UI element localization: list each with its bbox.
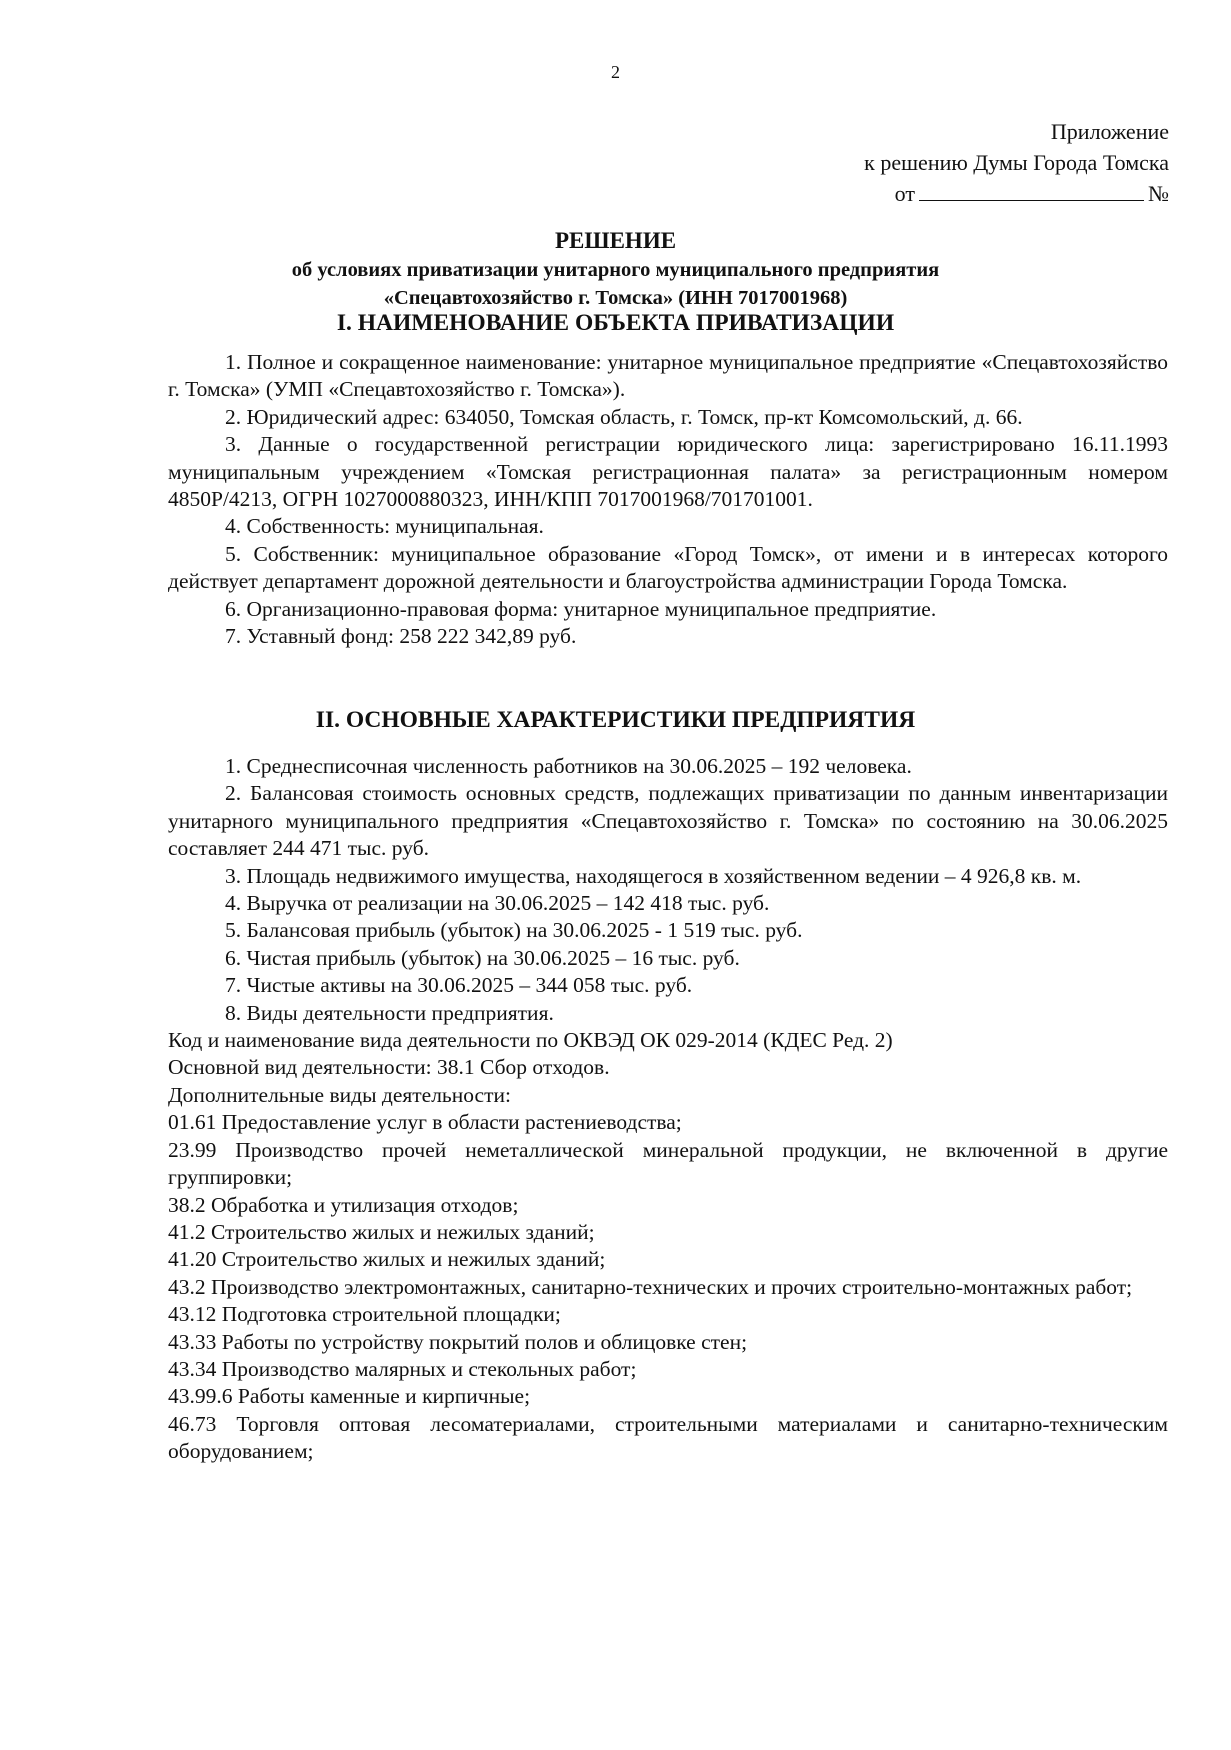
section-2-item: 3. Площадь недвижимого имущества, находящегося в хозяйственном ведении – 4 926,8 кв. м. — [225, 863, 1082, 888]
section-2-item: 6. Чистая прибыль (убыток) на 30.06.2025 – 16 тыс. руб. — [225, 945, 740, 970]
activity-item: 41.2 Строительство жилых и нежилых зданий; — [168, 1219, 595, 1244]
section-1-item: 1. Полное и сокращенное наименование: унитарное муниципальное предприятие «Спецавтохозяйство г. Томска» (УМП «Спецавтохозяйство г. Томска»). — [168, 350, 1168, 402]
appendix-date-number-line — [895, 178, 1169, 209]
section-1-item: 7. Уставный фонд: 258 222 342,89 руб. — [225, 624, 577, 649]
appendix-header — [864, 116, 1169, 209]
title-subtitle-1: об условиях приватизации унитарного муниципального предприятия — [291, 259, 940, 281]
section-2-item: 7. Чистые активы на 30.06.2025 – 344 058 тыс. руб. — [225, 973, 693, 998]
section-1-item: 3. Данные о государственной регистрации юридического лица: зарегистрировано 16.11.1993 муниципальным учреждением «Томская регистрационная палата» за регистрационным номером 4850Р/4213, ОГРН 1027000880323, ИНН/КПП 7017001968/701701001. — [168, 432, 1168, 512]
page-number: 2 — [611, 62, 620, 82]
section-2-item: 4. Выручка от реализации на 30.06.2025 – 142 418 тыс. руб. — [225, 891, 770, 916]
activity-item: 43.34 Производство малярных и стекольных работ; — [168, 1356, 637, 1381]
section-2-heading: II. ОСНОВНЫЕ ХАРАКТЕРИСТИКИ ПРЕДПРИЯТИЯ — [315, 707, 916, 733]
date-blank-field — [919, 180, 1144, 201]
section-1-item: 5. Собственник: муниципальное образование «Город Томск», от имени и в интересах которого действует департамент дорожной деятельности и благоустройства администрации Города Томска. — [168, 541, 1168, 594]
section-2-body — [168, 753, 1168, 1466]
appendix-label: Приложение — [1050, 119, 1169, 144]
section-2-item: 1. Среднесписочная численность работников на 30.06.2025 – 192 человека. — [225, 754, 912, 778]
title-main: РЕШЕНИЕ — [554, 228, 677, 253]
section-2-item: 5. Балансовая прибыль (убыток) на 30.06.2025 - 1 519 тыс. руб. — [225, 918, 803, 943]
activity-item: 46.73 Торговля оптовая лесоматериалами, строительными материалами и санитарно-техническим оборудованием; — [168, 1411, 1168, 1464]
section-1-item: 4. Собственность: муниципальная. — [225, 514, 544, 539]
main-activity: Основной вид деятельности: 38.1 Сбор отходов. — [168, 1055, 610, 1080]
activity-item: 38.2 Обработка и утилизация отходов; — [168, 1192, 519, 1217]
title-subtitle-2: «Спецавтохозяйство г. Томска» (ИНН 7017001968) — [383, 287, 848, 309]
section-1-body — [168, 349, 1168, 650]
activity-item: 43.33 Работы по устройству покрытий полов и облицовке стен; — [168, 1329, 748, 1354]
section-2-item: 8. Виды деятельности предприятия. — [225, 1000, 554, 1025]
document-title — [0, 226, 1231, 312]
okved-header: Код и наименование вида деятельности по ОКВЭД ОК 029-2014 (КДЕС Ред. 2) — [168, 1028, 893, 1053]
appendix-reference: к решению Думы Города Томска — [864, 150, 1169, 175]
section-1-heading: I. НАИМЕНОВАНИЕ ОБЪЕКТА ПРИВАТИЗАЦИИ — [336, 310, 895, 336]
activity-item: 43.99.6 Работы каменные и кирпичные; — [168, 1384, 531, 1409]
number-prefix: № — [1148, 181, 1169, 206]
activity-item: 23.99 Производство прочей неметаллической минеральной продукции, не включенной в другие группировки; — [168, 1137, 1168, 1190]
section-1-item: 6. Организационно-правовая форма: унитарное муниципальное предприятие. — [225, 596, 937, 621]
activity-item: 01.61 Предоставление услуг в области растениеводства; — [168, 1110, 682, 1135]
additional-activities-header: Дополнительные виды деятельности: — [168, 1082, 511, 1107]
activity-item: 43.12 Подготовка строительной площадки; — [168, 1302, 561, 1327]
section-2-item: 2. Балансовая стоимость основных средств, подлежащих приватизации по данным инвентаризации унитарного муниципального предприятия «Спецавтохозяйство г. Томска» по состоянию на 30.06.2025 составляет 244 471 тыс. руб. — [168, 781, 1168, 861]
activity-item: 41.20 Строительство жилых и нежилых зданий; — [168, 1247, 606, 1272]
section-1-item: 2. Юридический адрес: 634050, Томская область, г. Томск, пр-кт Комсомольский, д. 66. — [225, 404, 1023, 429]
date-prefix: от — [894, 181, 915, 206]
activity-item: 43.2 Производство электромонтажных, санитарно-технических и прочих строительно-монтажных работ; — [168, 1274, 1133, 1299]
